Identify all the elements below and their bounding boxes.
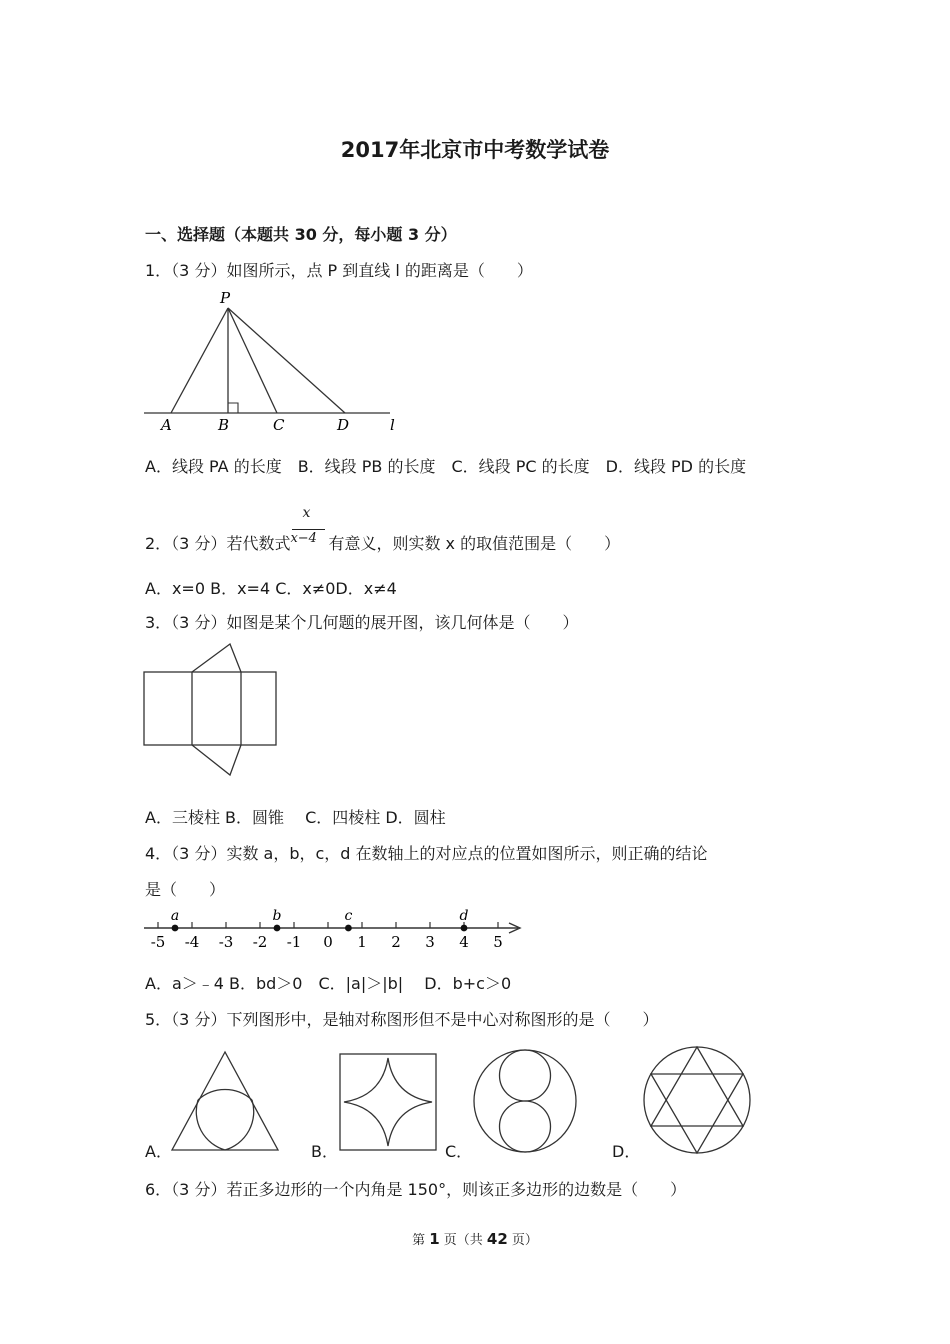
section-heading: 一、选择题（本题共 30 分，每小题 3 分）	[145, 225, 457, 244]
label-c: C	[273, 416, 285, 434]
footer-mid: 页（共	[439, 1233, 487, 1248]
footer-page-number: 1	[429, 1230, 440, 1248]
figure-c-circle-s-curve	[470, 1046, 580, 1156]
label-b: B	[218, 416, 230, 434]
point-c	[345, 925, 352, 932]
point-label-a: a	[170, 908, 180, 924]
tick-label-0: 0	[323, 933, 333, 951]
segment-pc	[228, 308, 277, 413]
point-label-b: b	[272, 908, 282, 924]
question-2-stem-post: 有意义，则实数 x 的取值范围是（ ）	[328, 534, 621, 553]
tick-label-3: 3	[425, 933, 435, 951]
label-d: D	[337, 416, 350, 434]
net-top-triangle	[192, 644, 241, 672]
page-footer	[0, 1229, 950, 1248]
question-3-net-figure	[140, 640, 285, 782]
footer-post: 页）	[507, 1233, 538, 1248]
tick-label--4: -4	[184, 933, 200, 951]
net-bottom-triangle	[192, 745, 241, 775]
option-c-label: C．	[445, 1142, 473, 1161]
point-b	[274, 925, 281, 932]
segment-pd	[228, 308, 345, 413]
option-a-label: A．	[145, 1142, 172, 1161]
tick-label--2: -2	[252, 933, 268, 951]
footer-total-pages: 42	[486, 1230, 508, 1248]
fraction-bar	[292, 529, 325, 530]
question-5-stem: 5．（3 分）下列图形中，是轴对称图形但不是中心对称图形的是（ ）	[145, 1010, 659, 1029]
fraction-denominator: x−4	[290, 530, 317, 546]
question-6-stem: 6．（3 分）若正多边形的一个内角是 150°，则该正多边形的边数是（ ）	[145, 1180, 687, 1199]
label-p: P	[220, 289, 231, 307]
segment-pa	[171, 308, 228, 413]
label-a: A	[161, 416, 172, 434]
question-1-figure	[140, 288, 410, 436]
question-2-stem-pre: 2．（3 分）若代数式	[145, 534, 291, 553]
question-4-options: A．a＞﹣4 B．bd＞0 C．|a|＞|b| D．b+c＞0	[145, 974, 512, 993]
figure-b-square-star	[338, 1052, 440, 1152]
question-3-options: A．三棱柱 B．圆锥 C．四棱柱 D．圆柱	[145, 808, 446, 827]
point-a	[172, 925, 179, 932]
tick-label-5: 5	[493, 933, 503, 951]
fraction	[290, 504, 328, 550]
tick-label-1: 1	[357, 933, 367, 951]
net-rectangle	[144, 672, 276, 745]
page-title: 2017年北京市中考数学试卷	[340, 138, 610, 162]
figure-a-triangle-arcs	[168, 1048, 286, 1154]
tick-label--3: -3	[218, 933, 234, 951]
question-2-options: A．x=0 B．x=4 C．x≠0D．x≠4	[145, 579, 397, 598]
label-l: l	[390, 416, 395, 434]
tick-label-4: 4	[459, 933, 469, 951]
question-4-stem-line-2: 是（ ）	[145, 880, 226, 899]
fraction-numerator: x	[302, 504, 311, 521]
question-4-stem-line-1: 4．（3 分）实数 a，b，c，d 在数轴上的对应点的位置如图所示，则正确的结论	[145, 844, 708, 863]
question-1-options: A．线段 PA 的长度 B．线段 PB 的长度 C．线段 PC 的长度 D．线段 PD 的长度	[145, 457, 747, 476]
option-d-label: D．	[612, 1142, 641, 1161]
tick-label-2: 2	[391, 933, 401, 951]
figure-d-hexagram-circle	[640, 1043, 754, 1157]
question-1-stem: 1．（3 分）如图所示，点 P 到直线 l 的距离是（ ）	[145, 261, 533, 280]
question-2-stem	[145, 504, 621, 554]
point-label-d: d	[459, 908, 469, 924]
number-line	[140, 905, 530, 953]
tick-label--1: -1	[286, 933, 302, 951]
right-angle-mark	[228, 403, 238, 413]
option-b-label: B．	[311, 1142, 338, 1161]
point-d	[461, 925, 468, 932]
footer-pre: 第	[412, 1233, 430, 1248]
tick-label--5: -5	[150, 933, 166, 951]
question-3-stem: 3．（3 分）如图是某个几何题的展开图，该几何体是（ ）	[145, 613, 579, 632]
point-label-c: c	[344, 908, 353, 924]
